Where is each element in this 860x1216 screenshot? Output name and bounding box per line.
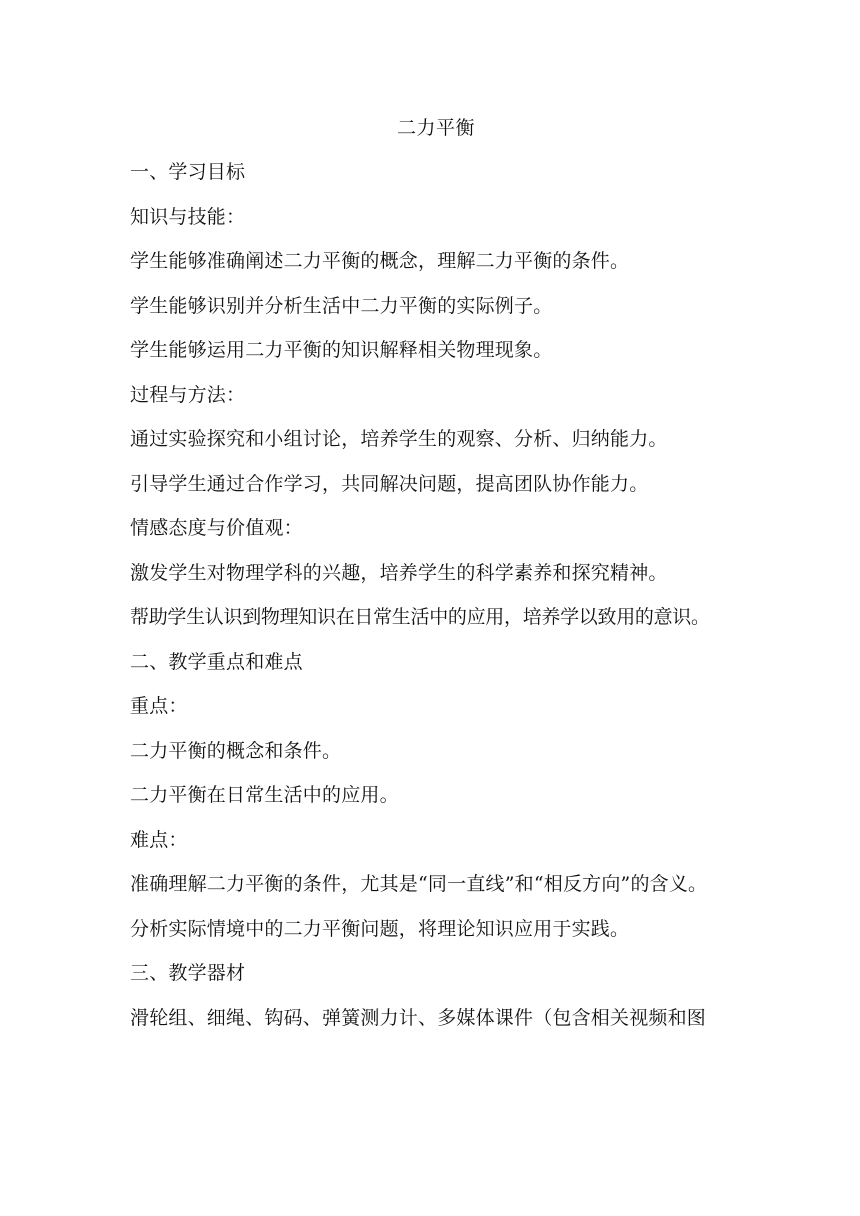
subheading-key: 重点：: [130, 695, 188, 717]
paragraph: 学生能够运用二力平衡的知识解释相关物理现象。: [130, 339, 553, 361]
paragraph: 引导学生通过合作学习，共同解决问题，提高团队协作能力。: [130, 472, 649, 495]
paragraph: 滑轮组、细绳、钩码、弹簧测力计、多媒体课件（包含相关视频和图: [130, 1006, 707, 1029]
section-heading-key-points: 二、教学重点和难点: [130, 650, 303, 673]
section-heading-equipment: 三、教学器材: [130, 962, 246, 984]
subheading-difficulty: 难点：: [130, 828, 188, 851]
paragraph: 通过实验探究和小组讨论，培养学生的观察、分析、归纳能力。: [130, 428, 668, 450]
paragraph: 二力平衡的概念和条件。: [130, 739, 342, 762]
document-title: 二力平衡: [396, 117, 475, 139]
paragraph: 准确理解二力平衡的条件，尤其是“同一直线”和“相反方向”的含义。: [130, 873, 708, 895]
paragraph: 二力平衡在日常生活中的应用。: [130, 784, 399, 806]
paragraph: 帮助学生认识到物理知识在日常生活中的应用，培养学以致用的意识。: [130, 606, 710, 628]
document-body: [130, 113, 742, 1047]
paragraph: 分析实际情境中的二力平衡问题，将理论知识应用于实践。: [130, 917, 630, 940]
subheading-knowledge-skills: 知识与技能：: [130, 205, 246, 228]
subheading-process-method: 过程与方法：: [130, 383, 246, 406]
paragraph: 学生能够识别并分析生活中二力平衡的实际例子。: [130, 294, 553, 317]
section-heading-goals: 一、学习目标: [130, 161, 246, 183]
paragraph: 学生能够准确阐述二力平衡的概念，理解二力平衡的条件。: [130, 250, 630, 272]
paragraph: 激发学生对物理学科的兴趣，培养学生的科学素养和探究精神。: [130, 561, 668, 584]
subheading-attitude-values: 情感态度与价值观：: [130, 517, 303, 539]
